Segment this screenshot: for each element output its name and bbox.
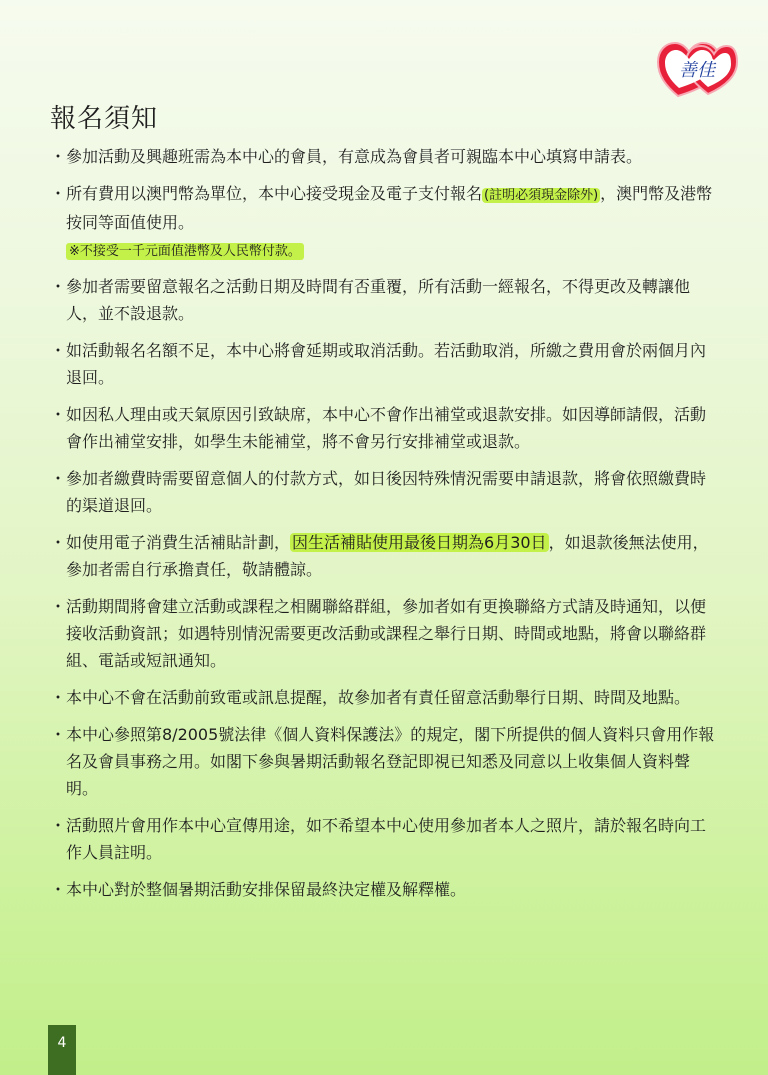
notice-item [50, 401, 718, 455]
bullet: ・ [50, 341, 67, 360]
double-heart-logo-icon [656, 38, 738, 100]
bullet: ・ [50, 880, 67, 899]
notice-item [50, 465, 718, 519]
page-number: 4 [57, 1035, 67, 1051]
notice-list [50, 143, 718, 913]
bullet: ・ [50, 816, 67, 835]
notice-text: 如使用電子消費生活補貼計劃， [66, 533, 291, 552]
notice-note: ※不接受一千元面值港幣及人民幣付款。 [66, 243, 304, 260]
page-title: 報名須知 [50, 104, 159, 134]
notice-text: 參加者需要留意報名之活動日期及時間有否重覆，所有活動一經報名，不得更改及轉讓他人，並不設退款。 [66, 277, 691, 323]
highlighted-text: 因生活補貼使用最後日期為6月30日 [292, 533, 547, 552]
notice-text: 本中心參照第8/2005號法律《個人資料保護法》的規定，閣下所提供的個人資料只會用作報名及會員事務之用。如閣下參與暑期活動報名登記即視已知悉及同意以上收集個人資料聲明。 [66, 725, 715, 798]
notice-text: 參加者繳費時需要留意個人的付款方式，如日後因特殊情況需要申請退款，將會依照繳費時的渠道退回。 [66, 469, 707, 515]
notice-item [50, 143, 718, 170]
notice-item [50, 721, 718, 802]
notice-text: 如因私人理由或天氣原因引致缺席，本中心不會作出補堂或退款安排。如因導師請假，活動會作出補堂安排，如學生未能補堂，將不會另行安排補堂或退款。 [66, 405, 707, 451]
notice-text: ，如退款後無法使用，參加者需自行承擔責任，敬請體諒。 [66, 533, 709, 579]
notice-item [50, 812, 718, 866]
notice-item [50, 593, 718, 674]
notice-text: 活動期間將會建立活動或課程之相關聯絡群組，參加者如有更換聯絡方式請及時通知，以便接收活動資訊；如遇特別情況需要更改活動或課程之舉行日期、時間或地點，將會以聯絡群組、電話或短訊通知。 [66, 597, 707, 670]
notice-text: ，澳門幣及港幣按同等面值使用。 [66, 184, 713, 232]
bullet: ・ [50, 469, 67, 488]
highlighted-text: (註明必須現金除外) [484, 188, 599, 203]
notice-text: 參加活動及興趣班需為本中心的會員，有意成為會員者可親臨本中心填寫申請表。 [66, 147, 643, 166]
bullet: ・ [50, 147, 67, 166]
bullet: ・ [50, 688, 67, 707]
notice-item [50, 684, 718, 711]
notice-text: 所有費用以澳門幣為單位，本中心接受現金及電子支付報名 [66, 184, 483, 203]
notice-text: 如活動報名名額不足，本中心將會延期或取消活動。若活動取消，所繳之費用會於兩個月內退回。 [66, 341, 707, 387]
bullet: ・ [50, 184, 67, 203]
page-number-box [48, 1025, 76, 1075]
organization-logo [656, 38, 738, 100]
bullet: ・ [50, 597, 67, 616]
bullet: ・ [50, 277, 67, 296]
notice-item [50, 337, 718, 391]
notice-text: 活動照片會用作本中心宣傳用途，如不希望本中心使用參加者本人之照片，請於報名時向工作人員註明。 [66, 816, 707, 862]
bullet: ・ [50, 725, 67, 744]
notice-item [50, 273, 718, 327]
notice-item [50, 529, 718, 583]
notice-item [50, 180, 718, 263]
notice-text: 本中心對於整個暑期活動安排保留最終決定權及解釋權。 [66, 880, 467, 899]
bullet: ・ [50, 533, 67, 552]
notice-item [50, 876, 718, 903]
logo-text: 善佳 [679, 60, 715, 81]
bullet: ・ [50, 405, 67, 424]
notice-text: 本中心不會在活動前致電或訊息提醒，故參加者有責任留意活動舉行日期、時間及地點。 [66, 688, 691, 707]
